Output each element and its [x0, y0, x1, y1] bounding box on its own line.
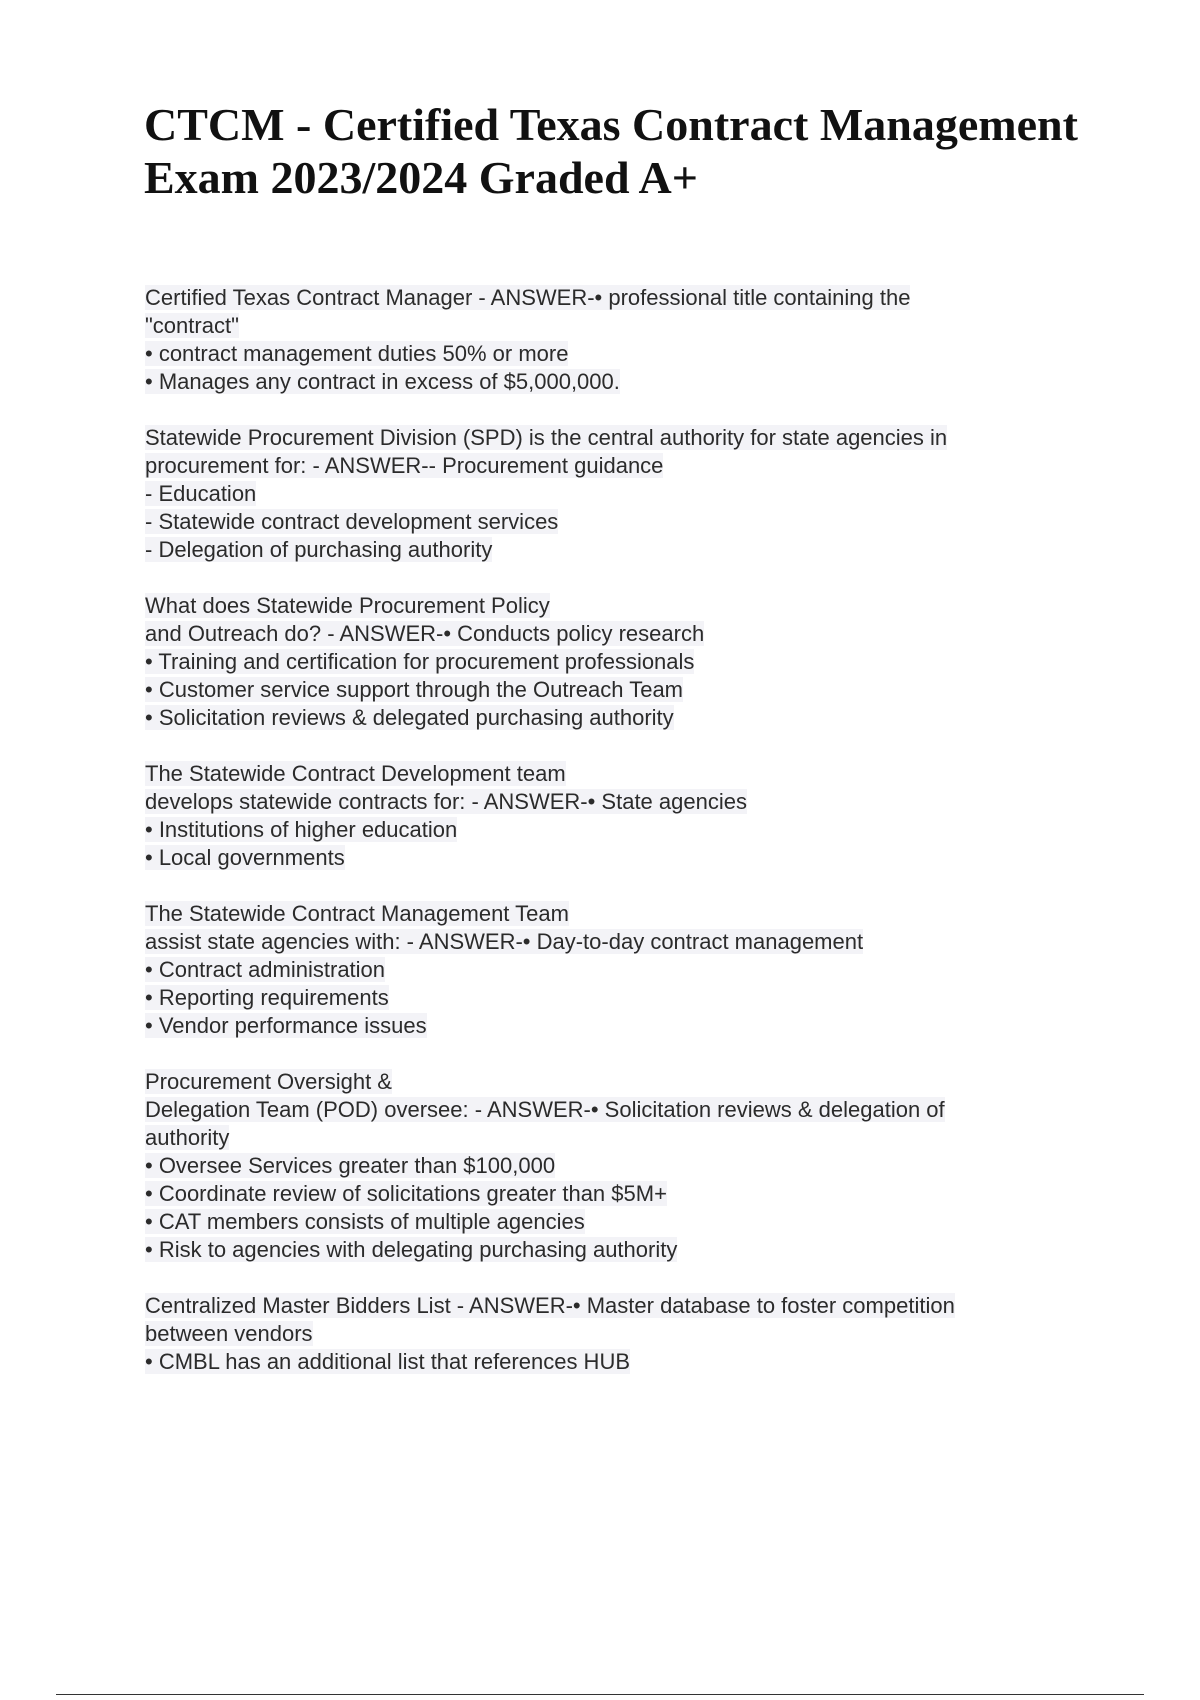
qa-line-text: - Delegation of purchasing authority: [145, 537, 493, 562]
qa-line-text: • Customer service support through the Outreach Team: [145, 677, 684, 702]
qa-line: [145, 340, 1065, 368]
qa-line: [145, 844, 1065, 872]
qa-line: [145, 536, 1065, 564]
qa-line: [145, 368, 1065, 396]
qa-line: [145, 508, 1065, 536]
page-title: [144, 98, 1164, 204]
qa-line: [145, 928, 1065, 956]
qa-line: [145, 1124, 1065, 1152]
qa-line: [145, 676, 1065, 704]
qa-line-text: Procurement Oversight &: [145, 1069, 392, 1094]
qa-line-text: Centralized Master Bidders List - ANSWER-• Master database to foster competition: [145, 1293, 955, 1318]
qa-entry: [145, 424, 1065, 564]
page-title-line: CTCM - Certified Texas Contract Management: [144, 99, 1078, 150]
qa-line-text: • CAT members consists of multiple agencies: [145, 1209, 585, 1234]
qa-line: [145, 816, 1065, 844]
qa-line-text: • Coordinate review of solicitations greater than $5M+: [145, 1181, 667, 1206]
qa-entry: [145, 1292, 1065, 1376]
qa-line: [145, 1012, 1065, 1040]
qa-line-text: • Local governments: [145, 845, 345, 870]
qa-line-text: The Statewide Contract Development team: [145, 761, 566, 786]
qa-line-text: • Reporting requirements: [145, 985, 389, 1010]
qa-line: [145, 984, 1065, 1012]
qa-entry: [145, 900, 1065, 1040]
qa-line-text: • CMBL has an additional list that references HUB: [145, 1349, 631, 1374]
qa-line-text: - Education: [145, 481, 257, 506]
qa-line: [145, 1096, 1065, 1124]
qa-line-text: • Vendor performance issues: [145, 1013, 427, 1038]
qa-line-text: "contract": [145, 313, 239, 338]
qa-line: [145, 1208, 1065, 1236]
qa-line: [145, 1180, 1065, 1208]
qa-line: [145, 312, 1065, 340]
qa-line: [145, 1348, 1065, 1376]
qa-line-text: assist state agencies with: - ANSWER-• Day-to-day contract management: [145, 929, 864, 954]
qa-line: [145, 620, 1065, 648]
qa-line-text: • Risk to agencies with delegating purchasing authority: [145, 1237, 678, 1262]
qa-line: [145, 284, 1065, 312]
qa-line-text: • Contract administration: [145, 957, 386, 982]
qa-line-text: - Statewide contract development services: [145, 509, 559, 534]
qa-line-text: • Oversee Services greater than $100,000: [145, 1153, 556, 1178]
qa-line: [145, 956, 1065, 984]
qa-line-text: • Training and certification for procurement professionals: [145, 649, 695, 674]
qa-entry: [145, 284, 1065, 396]
qa-line: [145, 788, 1065, 816]
qa-line-text: What does Statewide Procurement Policy: [145, 593, 550, 618]
qa-entry: [145, 1068, 1065, 1264]
qa-line: [145, 648, 1065, 676]
qa-line-text: Certified Texas Contract Manager - ANSWER-• professional title containing the: [145, 285, 911, 310]
qa-entry: [145, 760, 1065, 872]
qa-line-text: • Solicitation reviews & delegated purchasing authority: [145, 705, 674, 730]
qa-line: [145, 1236, 1065, 1264]
qa-line: [145, 424, 1065, 452]
qa-line-text: • Manages any contract in excess of $5,000,000.: [145, 369, 620, 394]
qa-line: [145, 480, 1065, 508]
qa-line: [145, 900, 1065, 928]
page-title-line: Exam 2023/2024 Graded A+: [144, 152, 698, 203]
qa-line: [145, 1152, 1065, 1180]
qa-line-text: and Outreach do? - ANSWER-• Conducts policy research: [145, 621, 705, 646]
qa-line: [145, 592, 1065, 620]
qa-line-text: • Institutions of higher education: [145, 817, 458, 842]
qa-entry: [145, 592, 1065, 732]
qa-line: [145, 760, 1065, 788]
qa-line: [145, 1068, 1065, 1096]
qa-line-text: develops statewide contracts for: - ANSWER-• State agencies: [145, 789, 747, 814]
qa-line-text: between vendors: [145, 1321, 313, 1346]
qa-line: [145, 1292, 1065, 1320]
qa-line: [145, 1320, 1065, 1348]
qa-line-text: Delegation Team (POD) oversee: - ANSWER-• Solicitation reviews & delegation of: [145, 1097, 945, 1122]
page-divider: [56, 1694, 1144, 1695]
qa-line-text: The Statewide Contract Management Team: [145, 901, 569, 926]
qa-line-text: authority: [145, 1125, 230, 1150]
qa-line: [145, 704, 1065, 732]
qa-line-text: Statewide Procurement Division (SPD) is the central authority for state agencies in: [145, 425, 948, 450]
qa-list: [145, 284, 1065, 1404]
qa-line-text: procurement for: - ANSWER-- Procurement guidance: [145, 453, 664, 478]
qa-line: [145, 452, 1065, 480]
qa-line-text: • contract management duties 50% or more: [145, 341, 569, 366]
